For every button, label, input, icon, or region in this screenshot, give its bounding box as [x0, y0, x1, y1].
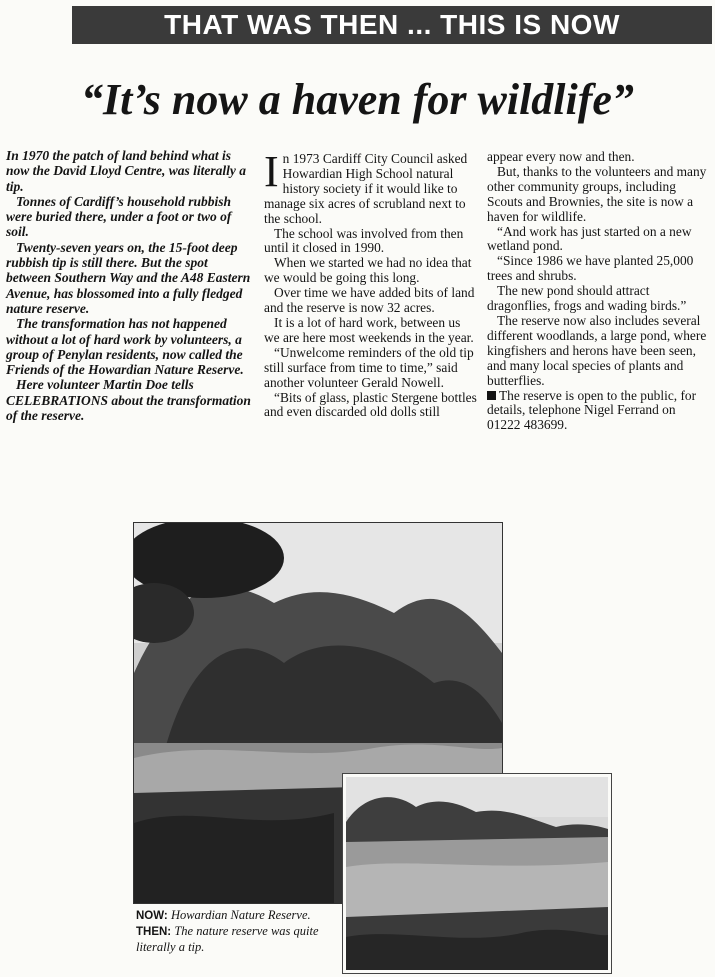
- banner-title: THAT WAS THEN ... THIS IS NOW: [164, 9, 620, 40]
- caption-now-text: Howardian Nature Reserve.: [170, 908, 311, 922]
- intro-paragraph: Tonnes of Cardiff’s household rubbish were buried there, under a foot or two of soil.: [6, 193, 232, 240]
- lead-text: n 1973 Cardiff City Council asked Howardian High School natural history society if it would like to manage six acres of scrubland next to the school.: [264, 151, 468, 226]
- drop-cap: I: [264, 147, 279, 196]
- info-text: The reserve is open to the public, for details, telephone Nigel Ferrand on 01222 483699.: [487, 387, 697, 433]
- caption-then-label: THEN:: [136, 926, 172, 938]
- info-paragraph: [487, 389, 707, 434]
- article-column-2: [264, 147, 479, 420]
- article-paragraph: appear every now and then.: [487, 149, 635, 164]
- caption-then-text: The nature reserve was quite literally a tip.: [136, 924, 319, 954]
- headline: “It’s now a haven for wildlife”: [81, 75, 634, 124]
- intro-paragraph: In 1970 the patch of land behind what is now the David Lloyd Centre, was literally a tip.: [6, 148, 246, 194]
- article-column-3: [487, 150, 707, 433]
- intro-paragraph: Here volunteer Martin Doe tells CELEBRATIONS about the transformation of the reserve.: [6, 377, 251, 424]
- intro-paragraph: Twenty-seven years on, the 15-foot deep rubbish tip is still there. But the spot between Southern Way and the A48 Eastern Avenue, has blossomed into a fully fledged nature reserve.: [6, 239, 251, 316]
- article-paragraph: “Since 1986 we have planted 25,000 trees and shrubs.: [487, 253, 694, 284]
- article-paragraph: But, thanks to the volunteers and many other community groups, including Scouts and Brownies, the site is now a haven for wildlife.: [487, 163, 707, 224]
- article-paragraph: The school was involved from then until it closed in 1990.: [264, 225, 464, 256]
- article-paragraph: “Bits of glass, plastic Stergene bottles and even discarded old dolls still: [264, 389, 477, 420]
- lead-paragraph: [264, 147, 479, 227]
- tip-site-photo: [346, 777, 608, 970]
- article-paragraph: “Unwelcome reminders of the old tip still surface from time to time,” said another volunteer Gerald Nowell.: [264, 344, 474, 390]
- caption-now-label: NOW:: [136, 910, 168, 922]
- article-paragraph: Over time we have added bits of land and the reserve is now 32 acres.: [264, 285, 475, 316]
- article-paragraph: The reserve now also includes several different woodlands, a large pond, where kingfishers and herons have been seen, and many local species of plants and butterflies.: [487, 312, 707, 388]
- article-paragraph: When we started we had no idea that we would be going this long.: [264, 255, 472, 286]
- intro-paragraph: The transformation has not happened without a lot of hard work by volunteers, a group of Penylan residents, now called the Friends of the Howardian Nature Reserve.: [6, 316, 244, 378]
- square-bullet-icon: [487, 391, 496, 400]
- article-paragraph: It is a lot of hard work, between us we are here most weekends in the year.: [264, 314, 474, 345]
- photo-caption: [136, 908, 336, 956]
- photo-then: [343, 774, 611, 973]
- section-banner: [72, 6, 712, 44]
- intro-column: [6, 148, 256, 423]
- article-paragraph: “And work has just started on a new wetland pond.: [487, 223, 692, 254]
- article-paragraph: The new pond should attract dragonflies, frogs and wading birds.”: [487, 283, 687, 314]
